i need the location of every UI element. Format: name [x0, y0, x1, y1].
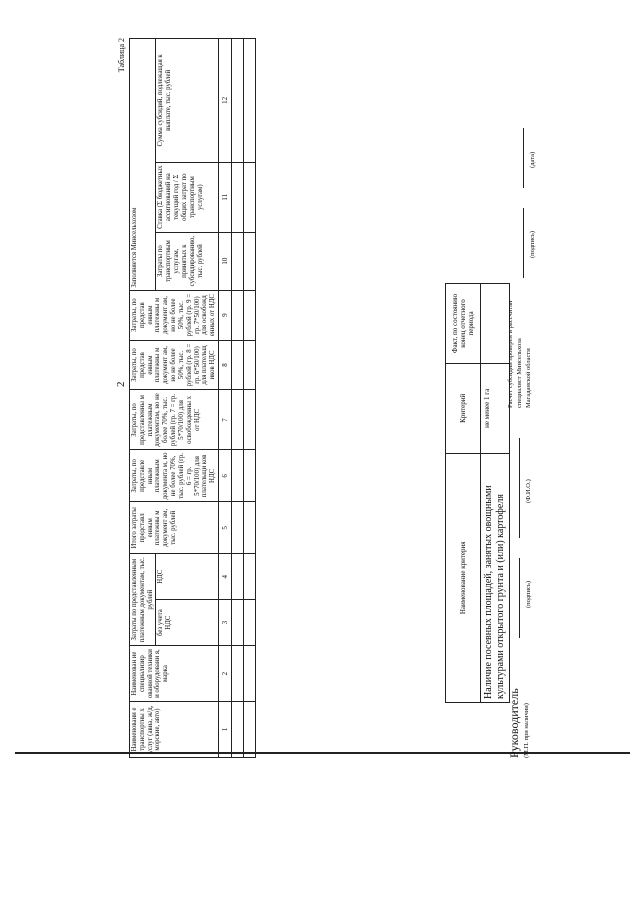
- column-number: 4: [218, 554, 231, 600]
- signature-name-label: (Ф.И.О.): [525, 479, 532, 503]
- empty-data-row: [231, 39, 243, 758]
- subheader-without-vat: без учета НДС: [156, 600, 219, 646]
- header-filled-by-ministry: Заполняется Минсельхозом: [130, 39, 156, 291]
- check-sign-line: [519, 208, 526, 278]
- column-number: 3: [218, 600, 231, 646]
- header-payment-docs-costs: Затраты по представленным платежным документам, тыс. рублей: [130, 554, 156, 646]
- criteria-header-name: Наименование критерия: [446, 453, 481, 702]
- column-number: 11: [218, 162, 231, 232]
- name-line: [515, 438, 522, 538]
- criteria-row-criterion: не менее 1 га: [481, 363, 510, 453]
- column-number: 7: [218, 390, 231, 450]
- check-text-3: Магаданской области: [525, 348, 532, 408]
- check-text-2: специалист Минсельхоза: [516, 338, 523, 408]
- criteria-header-fact: Факт, по состоянию конец отчетного периода: [446, 284, 481, 364]
- check-date-line: [519, 128, 526, 188]
- column-number: 9: [218, 290, 231, 340]
- header-costs-70-vat: Затраты, по представле нным платежным документа м, но не более 70%, тыс. рублей (гр. 6 = гр. 5*70/100) для плательщи ков НДС: [130, 450, 219, 502]
- header-equipment-name: Наименован ие специализир ованной техники и оборудовани я, марка: [130, 646, 219, 702]
- criteria-header-criterion: Критерий: [446, 363, 481, 453]
- column-number: 2: [218, 646, 231, 702]
- column-number: 6: [218, 450, 231, 502]
- check-sign-label: (подпись): [529, 231, 536, 258]
- header-total-costs: Итого затраты представл енным платежны м документ ам, тыс. рублей: [130, 502, 219, 554]
- subsidy-calculation-table: [129, 38, 256, 758]
- empty-data-row: [243, 39, 255, 758]
- check-text-1: Расчет субсидии проверен и рассчитан: [507, 300, 514, 408]
- header-subsidy-amount: Сумма субсидий, подлежащая к выплате, тыс. рублей: [156, 39, 219, 163]
- check-date-label: (дата): [529, 151, 536, 168]
- column-number: 12: [218, 39, 231, 163]
- signature-line: [515, 558, 522, 638]
- header-service-name: Наименовани е транспортны х услуг (авиа, ж/д, морские, авто): [130, 702, 219, 758]
- column-number: 5: [218, 502, 231, 554]
- header-costs-70-no-vat: Затраты, по представленны м платежным документам, но не более 70%, тыс. рублей (гр. 7 = гр. 5*70/100) для освобожденны х от НДС: [130, 390, 219, 450]
- column-numbers-row: [218, 39, 231, 758]
- criteria-row-name: Наличие посевных площадей, занятых овощными культурами открытого грунта и (или) картофеля: [481, 453, 510, 702]
- column-number: 10: [218, 232, 231, 290]
- stamp-label: (М.П. при наличии): [523, 703, 530, 758]
- header-rate: Ставка (Σ бюджетных ассигнований на текущий год / Σ общих затрат по транспортным услугам): [156, 162, 219, 232]
- criteria-row-fact: [481, 284, 510, 364]
- criteria-table: [445, 283, 510, 703]
- signature-role: Руководитель: [507, 688, 521, 758]
- signature-sign-label: (подпись): [525, 581, 532, 608]
- header-accepted-costs: Затраты по транспортным услугам, принятых к субсидированию, тыс. рублей: [156, 232, 219, 290]
- column-number: 8: [218, 340, 231, 390]
- subheader-vat: НДС: [156, 554, 219, 600]
- rotated-landscape-page: [115, 38, 585, 758]
- header-costs-50-vat: Затраты, по представ енным платежны м документ ам, но не более 50%, тыс. рублей (гр. 8 = гр. 6*50/100) для плательщ иков НДС: [130, 340, 219, 390]
- page-number: 2: [115, 381, 127, 387]
- column-number: 1: [218, 702, 231, 758]
- table-caption: Таблица 2: [117, 38, 126, 73]
- header-costs-50-no-vat: Затраты, по представ енным платежны м документ ам, но не более 50%, тыс. рублей (гр. 9 = гр. 7*50/100) для освобожд енных от НДС: [130, 290, 219, 340]
